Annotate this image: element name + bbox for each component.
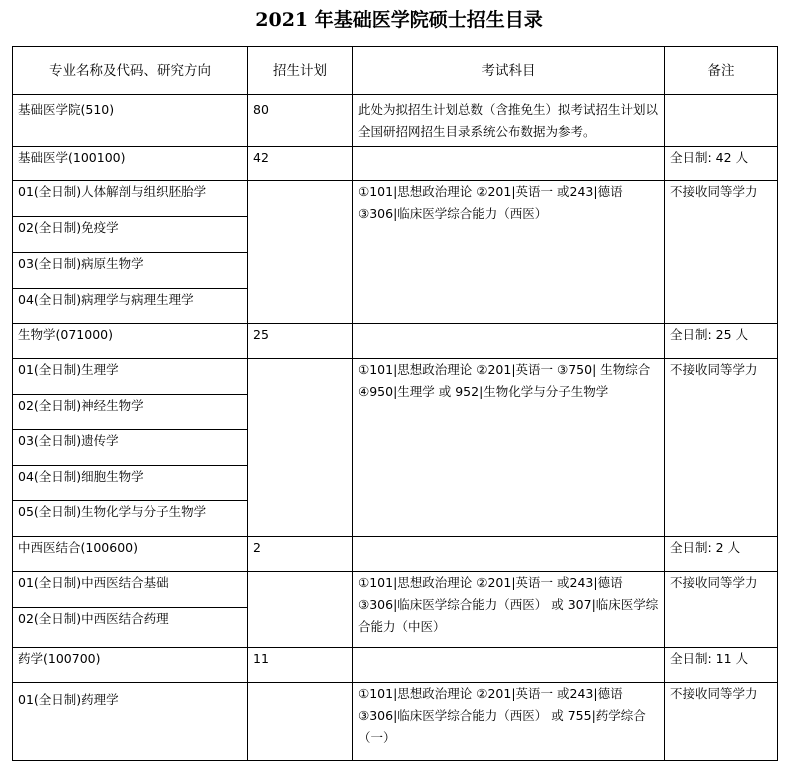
school-exam-note: 此处为拟招生计划总数（含推免生）拟考试招生计划以全国研招网招生目录系统公布数据为参考。 [353,95,665,147]
direction-item: 01(全日制)中西医结合基础 [13,572,248,608]
school-row [13,95,778,147]
direction-plan-empty [248,683,353,761]
header-major: 专业名称及代码、研究方向 [13,47,248,95]
direction-note: 不接收同等学力 [665,359,778,537]
exam-subjects: ①101|思想政治理论 ②201|英语一 或243|德语 ③306|临床医学综合能力（西医） [353,181,665,324]
major-row [13,147,778,181]
major-row [13,324,778,359]
major-note: 全日制: 2 人 [665,537,778,572]
direction-note: 不接收同等学力 [665,683,778,761]
major-plan: 11 [248,648,353,683]
major-exam-empty [353,147,665,181]
exam-subjects: ①101|思想政治理论 ②201|英语一 或243|德语 ③306|临床医学综合能力（西医） 或 755|药学综合（一） [353,683,665,761]
exam-subjects: ①101|思想政治理论 ②201|英语一 ③750| 生物综合 ④950|生理学 或 952|生物化学与分子生物学 [353,359,665,537]
direction-item: 02(全日制)免疫学 [13,217,248,253]
direction-item: 03(全日制)病原生物学 [13,253,248,289]
direction-item: 04(全日制)细胞生物学 [13,466,248,501]
header-exam: 考试科目 [353,47,665,95]
direction-item: 03(全日制)遗传学 [13,430,248,466]
direction-item: 02(全日制)中西医结合药理 [13,608,248,648]
direction-item: 05(全日制)生物化学与分子生物学 [13,501,248,537]
direction-note: 不接收同等学力 [665,572,778,648]
exam-subjects: ①101|思想政治理论 ②201|英语一 或243|德语 ③306|临床医学综合能力（西医） 或 307|临床医学综合能力（中医） [353,572,665,648]
major-exam-empty [353,537,665,572]
page-title: 2021 年基础医学院硕士招生目录 [255,9,543,31]
school-name: 基础医学院(510) [13,95,248,147]
major-note: 全日制: 25 人 [665,324,778,359]
direction-row [13,181,778,217]
major-plan: 2 [248,537,353,572]
school-plan: 80 [248,95,353,147]
direction-item: 01(全日制)药理学 [13,683,248,761]
school-note [665,95,778,147]
direction-plan-empty [248,359,353,537]
major-exam-empty [353,324,665,359]
direction-row [13,359,778,395]
major-note: 全日制: 42 人 [665,147,778,181]
direction-plan-empty [248,181,353,324]
major-exam-empty [353,648,665,683]
major-row [13,537,778,572]
major-row [13,648,778,683]
direction-item: 04(全日制)病理学与病理生理学 [13,289,248,324]
direction-row [13,683,778,761]
header-note: 备注 [665,47,778,95]
direction-note: 不接收同等学力 [665,181,778,324]
direction-plan-empty [248,572,353,648]
table-header-row [13,47,778,95]
major-name: 中西医结合(100600) [13,537,248,572]
major-note: 全日制: 11 人 [665,648,778,683]
direction-item: 02(全日制)神经生物学 [13,395,248,430]
major-name: 基础医学(100100) [13,147,248,181]
enrollment-table [12,46,778,761]
major-name: 生物学(071000) [13,324,248,359]
major-plan: 42 [248,147,353,181]
direction-item: 01(全日制)人体解剖与组织胚胎学 [13,181,248,217]
direction-row [13,572,778,608]
major-name: 药学(100700) [13,648,248,683]
header-plan: 招生计划 [248,47,353,95]
direction-item: 01(全日制)生理学 [13,359,248,395]
major-plan: 25 [248,324,353,359]
